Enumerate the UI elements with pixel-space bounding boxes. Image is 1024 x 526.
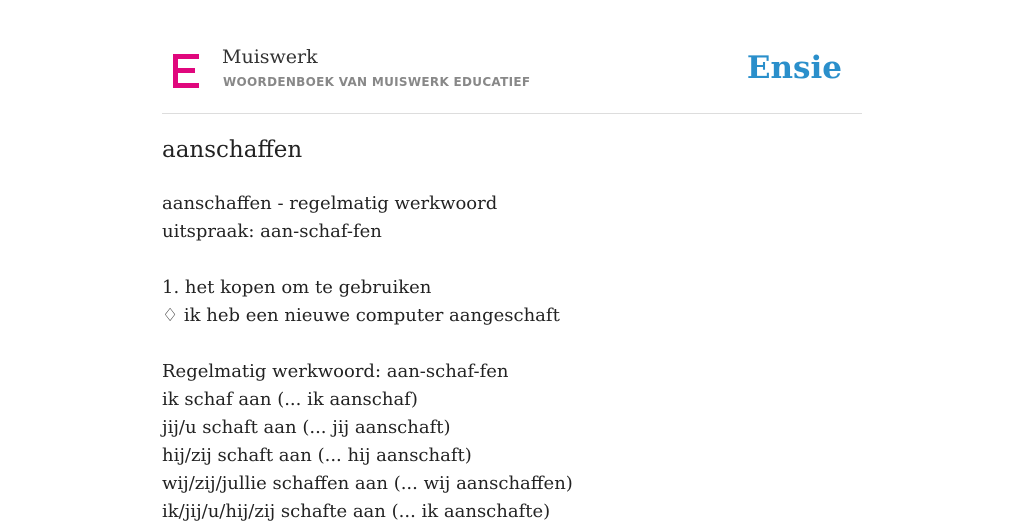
site-name[interactable]: Muiswerk	[222, 46, 318, 68]
entry-line	[162, 330, 573, 358]
entry-line: ik schaf aan (... ik aanschaf)	[162, 389, 418, 410]
entry-title: aanschaffen	[162, 137, 303, 163]
site-tagline: WOORDENBOEK VAN MUISWERK EDUCATIEF	[223, 75, 531, 89]
entry-line: wij/zij/jullie schaffen aan (... wij aanschaffen)	[162, 473, 573, 494]
entry-line: jij/u schaft aan (... jij aanschaft)	[162, 417, 451, 438]
entry-line: 1. het kopen om te gebruiken	[162, 277, 432, 298]
entry-line: hij/zij schaft aan (... hij aanschaft)	[162, 445, 472, 466]
entry-line	[162, 246, 573, 274]
entry-body	[162, 190, 573, 526]
site-header	[162, 0, 862, 114]
entry-line: ik/jij/u/hij/zij schafte aan (... ik aanschafte)	[162, 501, 551, 522]
muiswerk-logo-icon[interactable]	[173, 54, 200, 88]
entry-line: ♢ ik heb een nieuwe computer aangeschaft	[162, 305, 560, 326]
entry-line: Regelmatig werkwoord: aan-schaf-fen	[162, 361, 509, 382]
entry-line: aanschaffen - regelmatig werkwoord	[162, 193, 498, 214]
entry-line: uitspraak: aan-schaf-fen	[162, 221, 382, 242]
page	[162, 0, 862, 522]
ensie-brand-link[interactable]: Ensie	[746, 50, 842, 86]
